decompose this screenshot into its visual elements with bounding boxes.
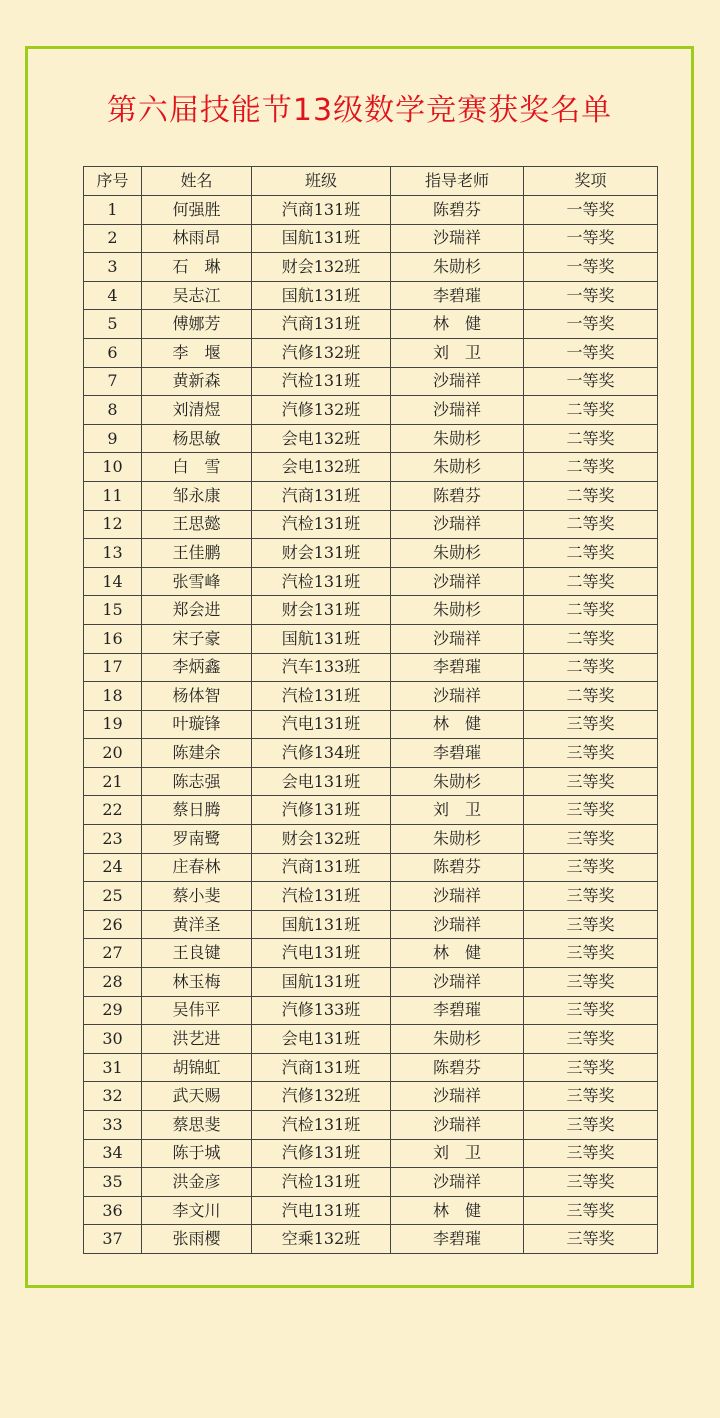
class-name: 会电131班 (252, 767, 391, 796)
row-number: 13 (84, 539, 142, 568)
award-level: 三等奖 (524, 910, 658, 939)
teacher-name: 林 健 (391, 710, 524, 739)
teacher-name: 林 健 (391, 310, 524, 339)
teacher-name: 沙瑞祥 (391, 624, 524, 653)
table-row (84, 996, 658, 1025)
teacher-name: 沙瑞祥 (391, 510, 524, 539)
student-name: 杨体智 (142, 682, 252, 711)
award-level: 一等奖 (524, 281, 658, 310)
class-name: 汽检131班 (252, 1111, 391, 1140)
teacher-name: 李碧璀 (391, 1225, 524, 1254)
class-name: 国航131班 (252, 624, 391, 653)
table-row (84, 624, 658, 653)
table-row (84, 1139, 658, 1168)
student-name: 傅娜芳 (142, 310, 252, 339)
row-number: 28 (84, 968, 142, 997)
table-row (84, 1082, 658, 1111)
row-number: 3 (84, 253, 142, 282)
row-number: 22 (84, 796, 142, 825)
row-number: 30 (84, 1025, 142, 1054)
class-name: 汽商131班 (252, 853, 391, 882)
student-name: 蔡日腾 (142, 796, 252, 825)
teacher-name: 沙瑞祥 (391, 968, 524, 997)
teacher-name: 沙瑞祥 (391, 396, 524, 425)
award-level: 三等奖 (524, 939, 658, 968)
row-number: 26 (84, 910, 142, 939)
student-name: 叶璇锋 (142, 710, 252, 739)
table-row (84, 338, 658, 367)
student-name: 王思懿 (142, 510, 252, 539)
row-number: 31 (84, 1053, 142, 1082)
student-name: 石 琳 (142, 253, 252, 282)
award-level: 三等奖 (524, 1111, 658, 1140)
column-header-name: 姓名 (142, 167, 252, 196)
class-name: 汽车133班 (252, 653, 391, 682)
class-name: 会电132班 (252, 453, 391, 482)
award-level: 一等奖 (524, 224, 658, 253)
table-row (84, 910, 658, 939)
table-row (84, 281, 658, 310)
table-row (84, 853, 658, 882)
teacher-name: 刘 卫 (391, 796, 524, 825)
table-row (84, 682, 658, 711)
class-name: 国航131班 (252, 968, 391, 997)
student-name: 黄洋圣 (142, 910, 252, 939)
teacher-name: 沙瑞祥 (391, 1168, 524, 1197)
class-name: 财会131班 (252, 596, 391, 625)
award-level: 二等奖 (524, 682, 658, 711)
award-level: 二等奖 (524, 596, 658, 625)
teacher-name: 沙瑞祥 (391, 910, 524, 939)
table-row (84, 739, 658, 768)
table-row (84, 1111, 658, 1140)
column-header-teacher: 指导老师 (391, 167, 524, 196)
student-name: 洪金彦 (142, 1168, 252, 1197)
table-row (84, 1225, 658, 1254)
award-level: 三等奖 (524, 710, 658, 739)
table-row (84, 567, 658, 596)
student-name: 张雪峰 (142, 567, 252, 596)
teacher-name: 陈碧芬 (391, 196, 524, 225)
row-number: 8 (84, 396, 142, 425)
class-name: 汽修132班 (252, 1082, 391, 1111)
student-name: 王良键 (142, 939, 252, 968)
award-level: 三等奖 (524, 996, 658, 1025)
teacher-name: 朱勋杉 (391, 767, 524, 796)
class-name: 国航131班 (252, 910, 391, 939)
teacher-name: 李碧璀 (391, 996, 524, 1025)
student-name: 白 雪 (142, 453, 252, 482)
class-name: 空乘132班 (252, 1225, 391, 1254)
award-level: 三等奖 (524, 1082, 658, 1111)
class-name: 汽修132班 (252, 396, 391, 425)
table-row (84, 596, 658, 625)
award-level: 一等奖 (524, 310, 658, 339)
row-number: 21 (84, 767, 142, 796)
table-row (84, 1025, 658, 1054)
teacher-name: 沙瑞祥 (391, 224, 524, 253)
award-level: 三等奖 (524, 1168, 658, 1197)
row-number: 19 (84, 710, 142, 739)
class-name: 汽检131班 (252, 1168, 391, 1197)
award-level: 三等奖 (524, 968, 658, 997)
student-name: 蔡小斐 (142, 882, 252, 911)
award-level: 三等奖 (524, 882, 658, 911)
class-name: 汽电131班 (252, 939, 391, 968)
teacher-name: 朱勋杉 (391, 1025, 524, 1054)
class-name: 汽检131班 (252, 567, 391, 596)
column-header-number: 序号 (84, 167, 142, 196)
class-name: 汽修134班 (252, 739, 391, 768)
teacher-name: 朱勋杉 (391, 825, 524, 854)
teacher-name: 沙瑞祥 (391, 367, 524, 396)
teacher-name: 沙瑞祥 (391, 682, 524, 711)
class-name: 汽修133班 (252, 996, 391, 1025)
table-row (84, 453, 658, 482)
row-number: 20 (84, 739, 142, 768)
row-number: 10 (84, 453, 142, 482)
award-level: 三等奖 (524, 853, 658, 882)
teacher-name: 沙瑞祥 (391, 1111, 524, 1140)
student-name: 洪艺进 (142, 1025, 252, 1054)
table-row (84, 710, 658, 739)
award-level: 二等奖 (524, 567, 658, 596)
table-row (84, 653, 658, 682)
student-name: 陈建余 (142, 739, 252, 768)
row-number: 7 (84, 367, 142, 396)
table-row (84, 367, 658, 396)
row-number: 33 (84, 1111, 142, 1140)
class-name: 会电132班 (252, 424, 391, 453)
award-table-body (84, 196, 658, 1254)
table-row (84, 481, 658, 510)
award-level: 三等奖 (524, 825, 658, 854)
row-number: 24 (84, 853, 142, 882)
class-name: 会电131班 (252, 1025, 391, 1054)
table-row (84, 424, 658, 453)
student-name: 杨思敏 (142, 424, 252, 453)
table-row (84, 939, 658, 968)
award-level: 一等奖 (524, 367, 658, 396)
award-level: 二等奖 (524, 510, 658, 539)
teacher-name: 林 健 (391, 1196, 524, 1225)
award-list-frame (25, 46, 694, 1288)
teacher-name: 朱勋杉 (391, 453, 524, 482)
student-name: 武天赐 (142, 1082, 252, 1111)
student-name: 黄新森 (142, 367, 252, 396)
teacher-name: 刘 卫 (391, 1139, 524, 1168)
row-number: 29 (84, 996, 142, 1025)
award-level: 二等奖 (524, 424, 658, 453)
teacher-name: 李碧璀 (391, 281, 524, 310)
row-number: 2 (84, 224, 142, 253)
class-name: 汽检131班 (252, 882, 391, 911)
student-name: 林雨昂 (142, 224, 252, 253)
class-name: 财会132班 (252, 253, 391, 282)
student-name: 宋子豪 (142, 624, 252, 653)
class-name: 汽商131班 (252, 310, 391, 339)
teacher-name: 沙瑞祥 (391, 1082, 524, 1111)
row-number: 25 (84, 882, 142, 911)
class-name: 汽电131班 (252, 1196, 391, 1225)
award-level: 三等奖 (524, 767, 658, 796)
student-name: 李 堰 (142, 338, 252, 367)
award-level: 三等奖 (524, 1225, 658, 1254)
award-level: 二等奖 (524, 481, 658, 510)
column-header-class: 班级 (252, 167, 391, 196)
row-number: 11 (84, 481, 142, 510)
row-number: 34 (84, 1139, 142, 1168)
student-name: 刘清煜 (142, 396, 252, 425)
award-level: 二等奖 (524, 453, 658, 482)
row-number: 18 (84, 682, 142, 711)
row-number: 32 (84, 1082, 142, 1111)
row-number: 37 (84, 1225, 142, 1254)
row-number: 9 (84, 424, 142, 453)
table-row (84, 1053, 658, 1082)
student-name: 邹永康 (142, 481, 252, 510)
student-name: 庄春林 (142, 853, 252, 882)
teacher-name: 沙瑞祥 (391, 567, 524, 596)
row-number: 36 (84, 1196, 142, 1225)
award-table (83, 166, 658, 1254)
student-name: 林玉梅 (142, 968, 252, 997)
teacher-name: 李碧璀 (391, 739, 524, 768)
column-header-award: 奖项 (524, 167, 658, 196)
table-row (84, 253, 658, 282)
student-name: 蔡思斐 (142, 1111, 252, 1140)
award-level: 二等奖 (524, 539, 658, 568)
student-name: 陈志强 (142, 767, 252, 796)
class-name: 汽电131班 (252, 710, 391, 739)
class-name: 汽修131班 (252, 1139, 391, 1168)
row-number: 15 (84, 596, 142, 625)
table-row (84, 882, 658, 911)
class-name: 汽修131班 (252, 796, 391, 825)
award-level: 三等奖 (524, 1196, 658, 1225)
class-name: 财会131班 (252, 539, 391, 568)
class-name: 汽检131班 (252, 682, 391, 711)
student-name: 郑会进 (142, 596, 252, 625)
class-name: 国航131班 (252, 224, 391, 253)
teacher-name: 刘 卫 (391, 338, 524, 367)
student-name: 何强胜 (142, 196, 252, 225)
table-row (84, 1196, 658, 1225)
table-row (84, 825, 658, 854)
table-row (84, 310, 658, 339)
award-level: 三等奖 (524, 1139, 658, 1168)
class-name: 汽检131班 (252, 510, 391, 539)
class-name: 汽商131班 (252, 1053, 391, 1082)
award-level: 一等奖 (524, 196, 658, 225)
award-level: 三等奖 (524, 739, 658, 768)
student-name: 陈于城 (142, 1139, 252, 1168)
table-row (84, 796, 658, 825)
teacher-name: 朱勋杉 (391, 424, 524, 453)
page-title: 第六届技能节13级数学竞赛获奖名单 (106, 93, 613, 128)
student-name: 吴伟平 (142, 996, 252, 1025)
award-level: 三等奖 (524, 1053, 658, 1082)
student-name: 王佳鹏 (142, 539, 252, 568)
table-row (84, 767, 658, 796)
student-name: 罗南鹭 (142, 825, 252, 854)
row-number: 1 (84, 196, 142, 225)
table-row (84, 1168, 658, 1197)
class-name: 汽商131班 (252, 196, 391, 225)
row-number: 23 (84, 825, 142, 854)
award-level: 三等奖 (524, 1025, 658, 1054)
row-number: 16 (84, 624, 142, 653)
class-name: 汽修132班 (252, 338, 391, 367)
award-level: 三等奖 (524, 796, 658, 825)
class-name: 国航131班 (252, 281, 391, 310)
table-row (84, 396, 658, 425)
row-number: 27 (84, 939, 142, 968)
teacher-name: 朱勋杉 (391, 253, 524, 282)
row-number: 35 (84, 1168, 142, 1197)
row-number: 17 (84, 653, 142, 682)
teacher-name: 林 健 (391, 939, 524, 968)
student-name: 吴志江 (142, 281, 252, 310)
table-row (84, 510, 658, 539)
table-row (84, 196, 658, 225)
row-number: 14 (84, 567, 142, 596)
award-level: 一等奖 (524, 253, 658, 282)
class-name: 汽检131班 (252, 367, 391, 396)
student-name: 胡锦虹 (142, 1053, 252, 1082)
student-name: 李炳鑫 (142, 653, 252, 682)
class-name: 汽商131班 (252, 481, 391, 510)
student-name: 张雨樱 (142, 1225, 252, 1254)
teacher-name: 朱勋杉 (391, 539, 524, 568)
teacher-name: 李碧璀 (391, 653, 524, 682)
student-name: 李文川 (142, 1196, 252, 1225)
teacher-name: 沙瑞祥 (391, 882, 524, 911)
row-number: 12 (84, 510, 142, 539)
award-level: 二等奖 (524, 396, 658, 425)
table-row (84, 539, 658, 568)
row-number: 5 (84, 310, 142, 339)
teacher-name: 陈碧芬 (391, 853, 524, 882)
row-number: 4 (84, 281, 142, 310)
row-number: 6 (84, 338, 142, 367)
teacher-name: 朱勋杉 (391, 596, 524, 625)
table-row (84, 224, 658, 253)
teacher-name: 陈碧芬 (391, 1053, 524, 1082)
teacher-name: 陈碧芬 (391, 481, 524, 510)
class-name: 财会132班 (252, 825, 391, 854)
award-level: 一等奖 (524, 338, 658, 367)
award-level: 二等奖 (524, 624, 658, 653)
table-header-row (84, 167, 658, 196)
award-level: 二等奖 (524, 653, 658, 682)
table-row (84, 968, 658, 997)
